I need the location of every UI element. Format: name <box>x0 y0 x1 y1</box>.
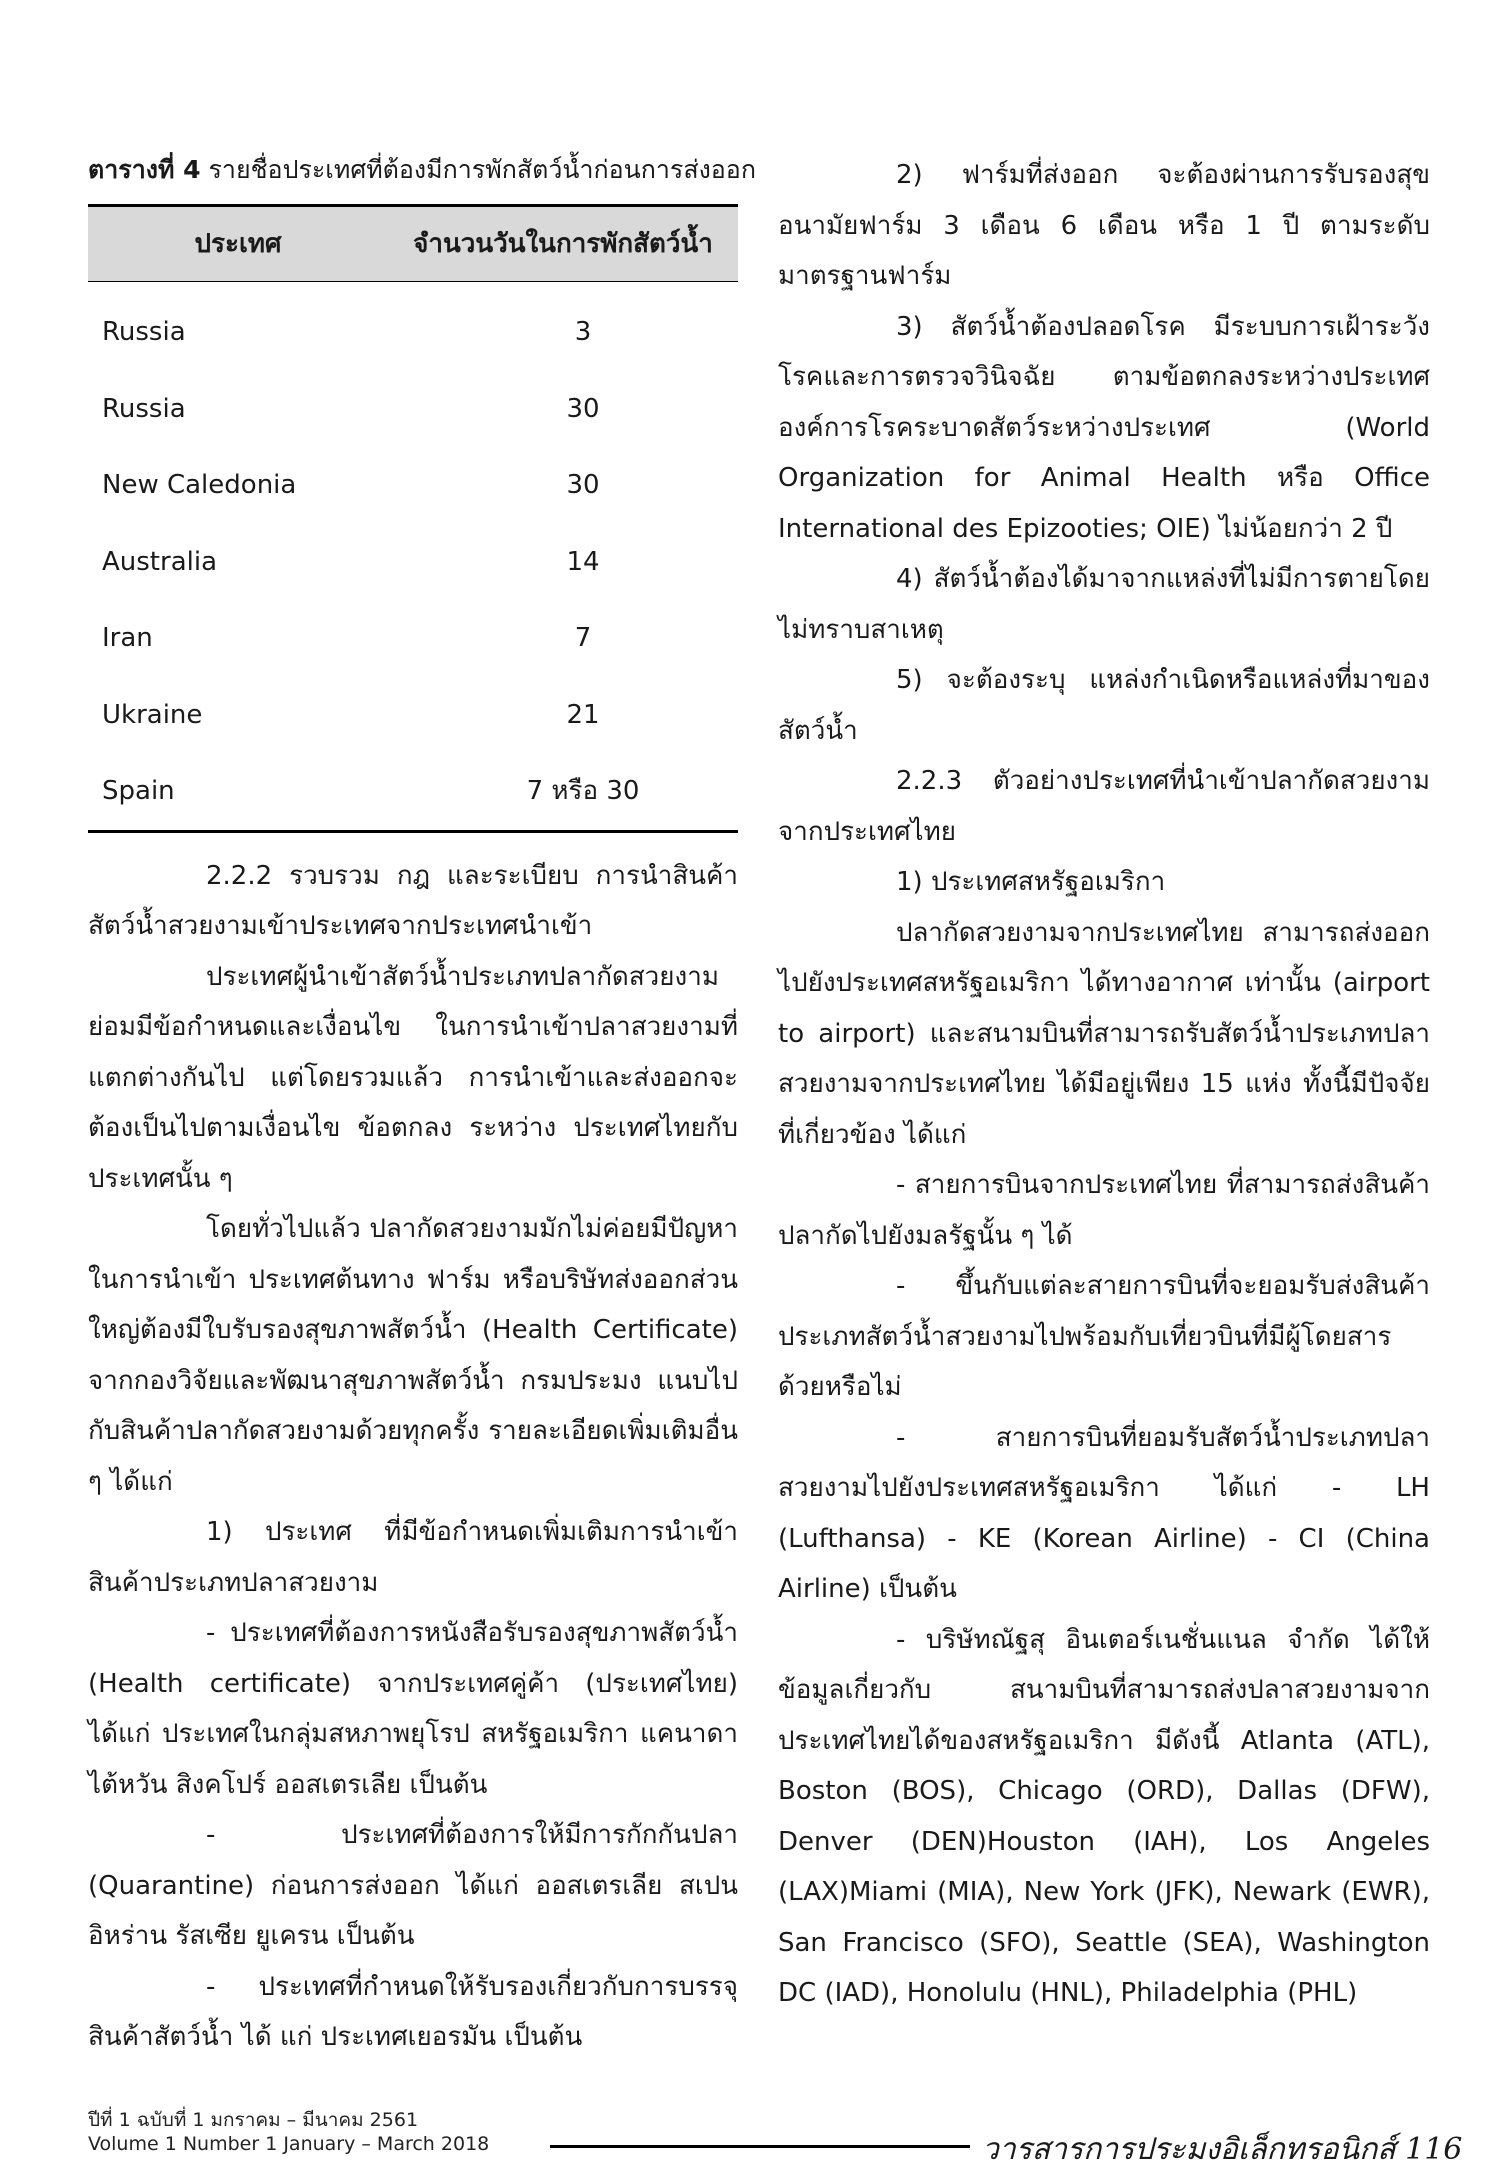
days-cell: 7 หรือ 30 <box>388 753 738 831</box>
paragraph: 5) จะต้องระบุ แหล่งกำเนิดหรือแหล่งที่มาของสัตว์น้ำ <box>778 665 1430 746</box>
days-cell: 30 <box>566 393 600 424</box>
paragraph: - สายการบินจากประเทศไทย ที่สามารถส่งสินค้าปลากัดไปยังมลรัฐนั้น ๆ ได้ <box>778 1170 1430 1251</box>
table-row <box>88 282 738 371</box>
paragraph: ประเทศผู้นำเข้าสัตว์น้ำประเภทปลากัดสวยงามย่อมมีข้อกำหนดและเงื่อนไข ในการนำเข้าปลาสวยงามที่แตกต่างกันไป แต่โดยรวมแล้ว การนำเข้าและส่งออกจะต้องเป็นไปตามเงื่อนไข ข้อตกลง ระหว่าง ประเทศไทยกับประเทศนั้น ๆ <box>88 961 738 1194</box>
days-cell: 3 <box>574 317 592 347</box>
table-row <box>88 524 738 601</box>
paragraph: 3) สัตว์น้ำต้องปลอดโรค มีระบบการเฝ้าระวังโรคและการตรวจวินิจฉัย ตามข้อตกลงระหว่างประเทศ องค์การโรคระบาดสัตว์ระหว่างประเทศ (World Organization for Animal Health หรือ Office International des Epizooties; OIE) ไม่น้อยกว่า 2 ปี <box>778 311 1430 544</box>
section-heading: 2.2.3 ตัวอย่างประเทศที่นำเข้าปลากัดสวยงามจากประเทศไทย <box>778 766 1430 847</box>
table-row <box>88 600 738 677</box>
days-cell: 14 <box>566 546 600 577</box>
country-cell: Russia <box>102 393 186 424</box>
country-cell: Ukraine <box>102 699 203 730</box>
table-row <box>88 371 738 448</box>
table-row <box>88 677 738 754</box>
country-cell: Australia <box>102 546 218 577</box>
header-days: จำนวนวันในการพักสัตว์น้ำ <box>388 206 738 282</box>
paragraph: 2) ฟาร์มที่ส่งออก จะต้องผ่านการรับรองสุขอนามัยฟาร์ม 3 เดือน 6 เดือน หรือ 1 ปี ตามระดับมาตรฐานฟาร์ม <box>778 160 1430 291</box>
paragraph: - ประเทศที่กำหนดให้รับรองเกี่ยวกับการบรรจุสินค้าสัตว์น้ำ ได้ แก่ ประเทศเยอรมัน เป็นต้น <box>88 1971 738 2052</box>
paragraph: 1) ประเทศ ที่มีข้อกำหนดเพิ่มเติมการนำเข้าสินค้าประเภทปลาสวยงาม <box>88 1517 738 1598</box>
header-country: ประเทศ <box>88 206 388 282</box>
table-caption <box>88 150 756 190</box>
quarantine-table <box>88 204 738 833</box>
days-cell: 7 <box>574 623 592 653</box>
paragraph: - ขึ้นกับแต่ละสายการบินที่จะยอมรับส่งสินค้าประเภทสัตว์น้ำสวยงามไปพร้อมกับเที่ยวบินที่มีผู้โดยสารด้วยหรือไม่ <box>778 1271 1430 1402</box>
table-header-row <box>88 206 738 282</box>
table-caption-label: ตารางที่ 4 <box>88 155 201 184</box>
country-cell: New Caledonia <box>102 470 297 500</box>
table-caption-text: รายชื่อประเทศที่ต้องมีการพักสัตว์น้ำก่อนการส่งออก <box>200 155 756 184</box>
country-cell: Spain <box>88 753 388 831</box>
paragraph: โดยทั่วไปแล้ว ปลากัดสวยงามมักไม่ค่อยมีปัญหาในการนำเข้า ประเทศต้นทาง ฟาร์ม หรือบริษัทส่งออกส่วนใหญ่ต้องมีใบรับรองสุขภาพสัตว์น้ำ (Health Certificate) จากกองวิจัยและพัฒนาสุขภาพสัตว์น้ำ กรมประมง แนบไปกับสินค้าปลากัดสวยงามด้วยทุกครั้ง รายละเอียดเพิ่มเติมอื่น ๆ ได้แก่ <box>88 1214 738 1497</box>
right-column <box>778 150 1430 2019</box>
footer-issue <box>88 2108 489 2156</box>
days-cell: 30 <box>566 470 600 500</box>
footer-divider <box>550 2145 970 2148</box>
paragraph: - ประเทศที่ต้องการหนังสือรับรองสุขภาพสัตว์น้ำ (Health certificate) จากประเทศคู่ค้า (ประเทศไทย) ได้แก่ ประเทศในกลุ่มสหภาพยุโรป สหรัฐอเมริกา แคนาดา ไต้หวัน สิงคโปร์ ออสเตรเลีย เป็นต้น <box>88 1618 738 1800</box>
paragraph: ปลากัดสวยงามจากประเทศไทย สามารถส่งออกไปยังประเทศสหรัฐอเมริกา ได้ทางอากาศ เท่านั้น (airport to airport) และสนามบินที่สามารถรับสัตว์น้ำประเภทปลาสวยงามจากประเทศไทย ได้มีอยู่เพียง 15 แห่ง ทั้งนี้มีปัจจัยที่เกี่ยวข้อง ได้แก่ <box>778 917 1430 1150</box>
footer-issue-en: Volume 1 Number 1 January – March 2018 <box>88 2133 490 2155</box>
paragraph: 1) ประเทศสหรัฐอเมริกา <box>896 867 1166 897</box>
footer-journal-title: วารสารการประมงอิเล็กทรอนิกส์ 116 <box>982 2132 1463 2167</box>
left-column <box>88 150 756 2063</box>
country-cell: Russia <box>102 317 186 347</box>
paragraph: - สายการบินที่ยอมรับสัตว์น้ำประเภทปลาสวยงามไปยังประเทศสหรัฐอเมริกา ได้แก่ - LH (Lufthansa) - KE (Korean Airline) - CI (China Airline) เป็นต้น <box>778 1422 1430 1604</box>
paragraph: 4) สัตว์น้ำต้องได้มาจากแหล่งที่ไม่มีการตายโดยไม่ทราบสาเหตุ <box>778 564 1430 645</box>
table-row <box>88 753 738 831</box>
days-cell: 21 <box>566 699 600 730</box>
country-cell: Iran <box>102 623 153 653</box>
footer-issue-th: ปีที่ 1 ฉบับที่ 1 มกราคม – มีนาคม 2561 <box>88 2109 419 2131</box>
paragraph: - ประเทศที่ต้องการให้มีการกักกันปลา (Quarantine) ก่อนการส่งออก ได้แก่ ออสเตรเลีย สเปน อิหร่าน รัสเซีย ยูเครน เป็นต้น <box>88 1820 738 1951</box>
paragraph: 2.2.2 รวบรวม กฎ และระเบียบ การนำสินค้าสัตว์น้ำสวยงามเข้าประเทศจากประเทศนำเข้า <box>88 860 738 941</box>
paragraph: - บริษัทณัฐสุ อินเตอร์เนชั่นแนล จำกัด ได้ให้ข้อมูลเกี่ยวกับ สนามบินที่สามารถส่งปลาสวยงามจากประเทศไทยได้ของสหรัฐอเมริกา มีดังนี้ Atlanta (ATL), Boston (BOS), Chicago (ORD), Dallas (DFW), Denver (DEN)Houston (IAH), Los Angeles (LAX)Miami (MIA), New York (JFK), Newark (EWR), San Francisco (SFO), Seattle (SEA), Washington DC (IAD), Honolulu (HNL), Philadelphia (PHL) <box>778 1624 1430 2008</box>
table-row <box>88 447 738 524</box>
